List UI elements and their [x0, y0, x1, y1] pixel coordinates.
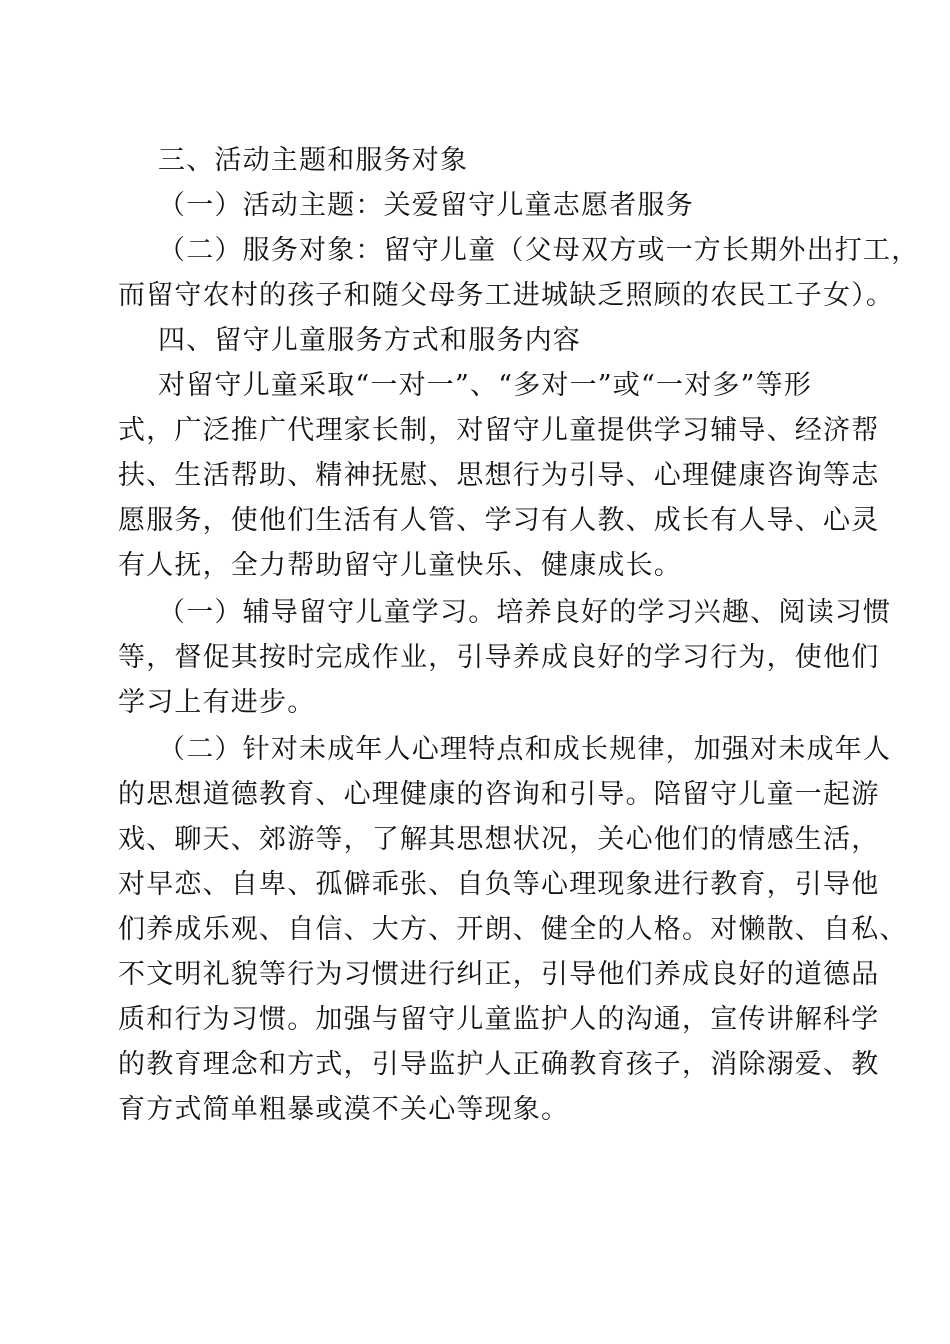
item-2-line: 们养成乐观、自信、大方、开朗、健全的人格。对懒散、自私、 [118, 914, 908, 945]
item-2-line: 育方式简单粗暴或漠不关心等现象。 [118, 1094, 570, 1125]
section-3-heading: 三、活动主题和服务对象 [158, 145, 469, 176]
item-2-line: （二）针对未成年人心理特点和成长规律，加强对未成年人 [158, 734, 892, 765]
intro-line: 对留守儿童采取“一对一”、“多对一”或“一对多”等形 [158, 370, 813, 401]
item-1-line: 学习上有进步。 [118, 687, 316, 718]
item-1-line: 等，督促其按时完成作业，引导养成良好的学习行为，使他们 [118, 642, 880, 673]
document-page [118, 138, 920, 1132]
section-3-item-2-line-1: （二）服务对象：留守儿童（父母双方或一方长期外出打工， [158, 235, 920, 266]
section-4-item-1-paragraph [118, 590, 892, 725]
intro-line: 式，广泛推广代理家长制，对留守儿童提供学习辅导、经济帮 [118, 415, 880, 446]
item-1-line: （一）辅导留守儿童学习。培养良好的学习兴趣、阅读习惯 [158, 597, 892, 628]
section-3-item-1: （一）活动主题：关爱留守儿童志愿者服务 [158, 190, 694, 221]
intro-line: 扶、生活帮助、精神抚慰、思想行为引导、心理健康咨询等志 [118, 460, 880, 491]
item-2-line: 的思想道德教育、心理健康的咨询和引导。陪留守儿童一起游 [118, 779, 880, 810]
intro-line: 有人抚，全力帮助留守儿童快乐、健康成长。 [118, 550, 682, 581]
item-2-line: 不文明礼貌等行为习惯进行纠正，引导他们养成良好的道德品 [118, 959, 880, 990]
section-4-heading: 四、留守儿童服务方式和服务内容 [158, 325, 581, 356]
section-4-item-2-paragraph [118, 727, 908, 1132]
intro-line: 愿服务，使他们生活有人管、学习有人教、成长有人导、心灵 [118, 505, 880, 536]
section-4-intro-paragraph [118, 363, 880, 588]
item-2-line: 质和行为习惯。加强与留守儿童监护人的沟通，宣传讲解科学 [118, 1004, 880, 1035]
item-2-line: 对早恋、自卑、孤僻乖张、自负等心理现象进行教育，引导他 [118, 869, 880, 900]
item-2-line: 的教育理念和方式，引导监护人正确教育孩子，消除溺爱、教 [118, 1049, 880, 1080]
item-2-line: 戏、聊天、郊游等，了解其思想状况，关心他们的情感生活， [118, 824, 880, 855]
section-3-item-2-line-2: 而留守农村的孩子和随父母务工进城缺乏照顾的农民工子女）。 [118, 280, 895, 311]
